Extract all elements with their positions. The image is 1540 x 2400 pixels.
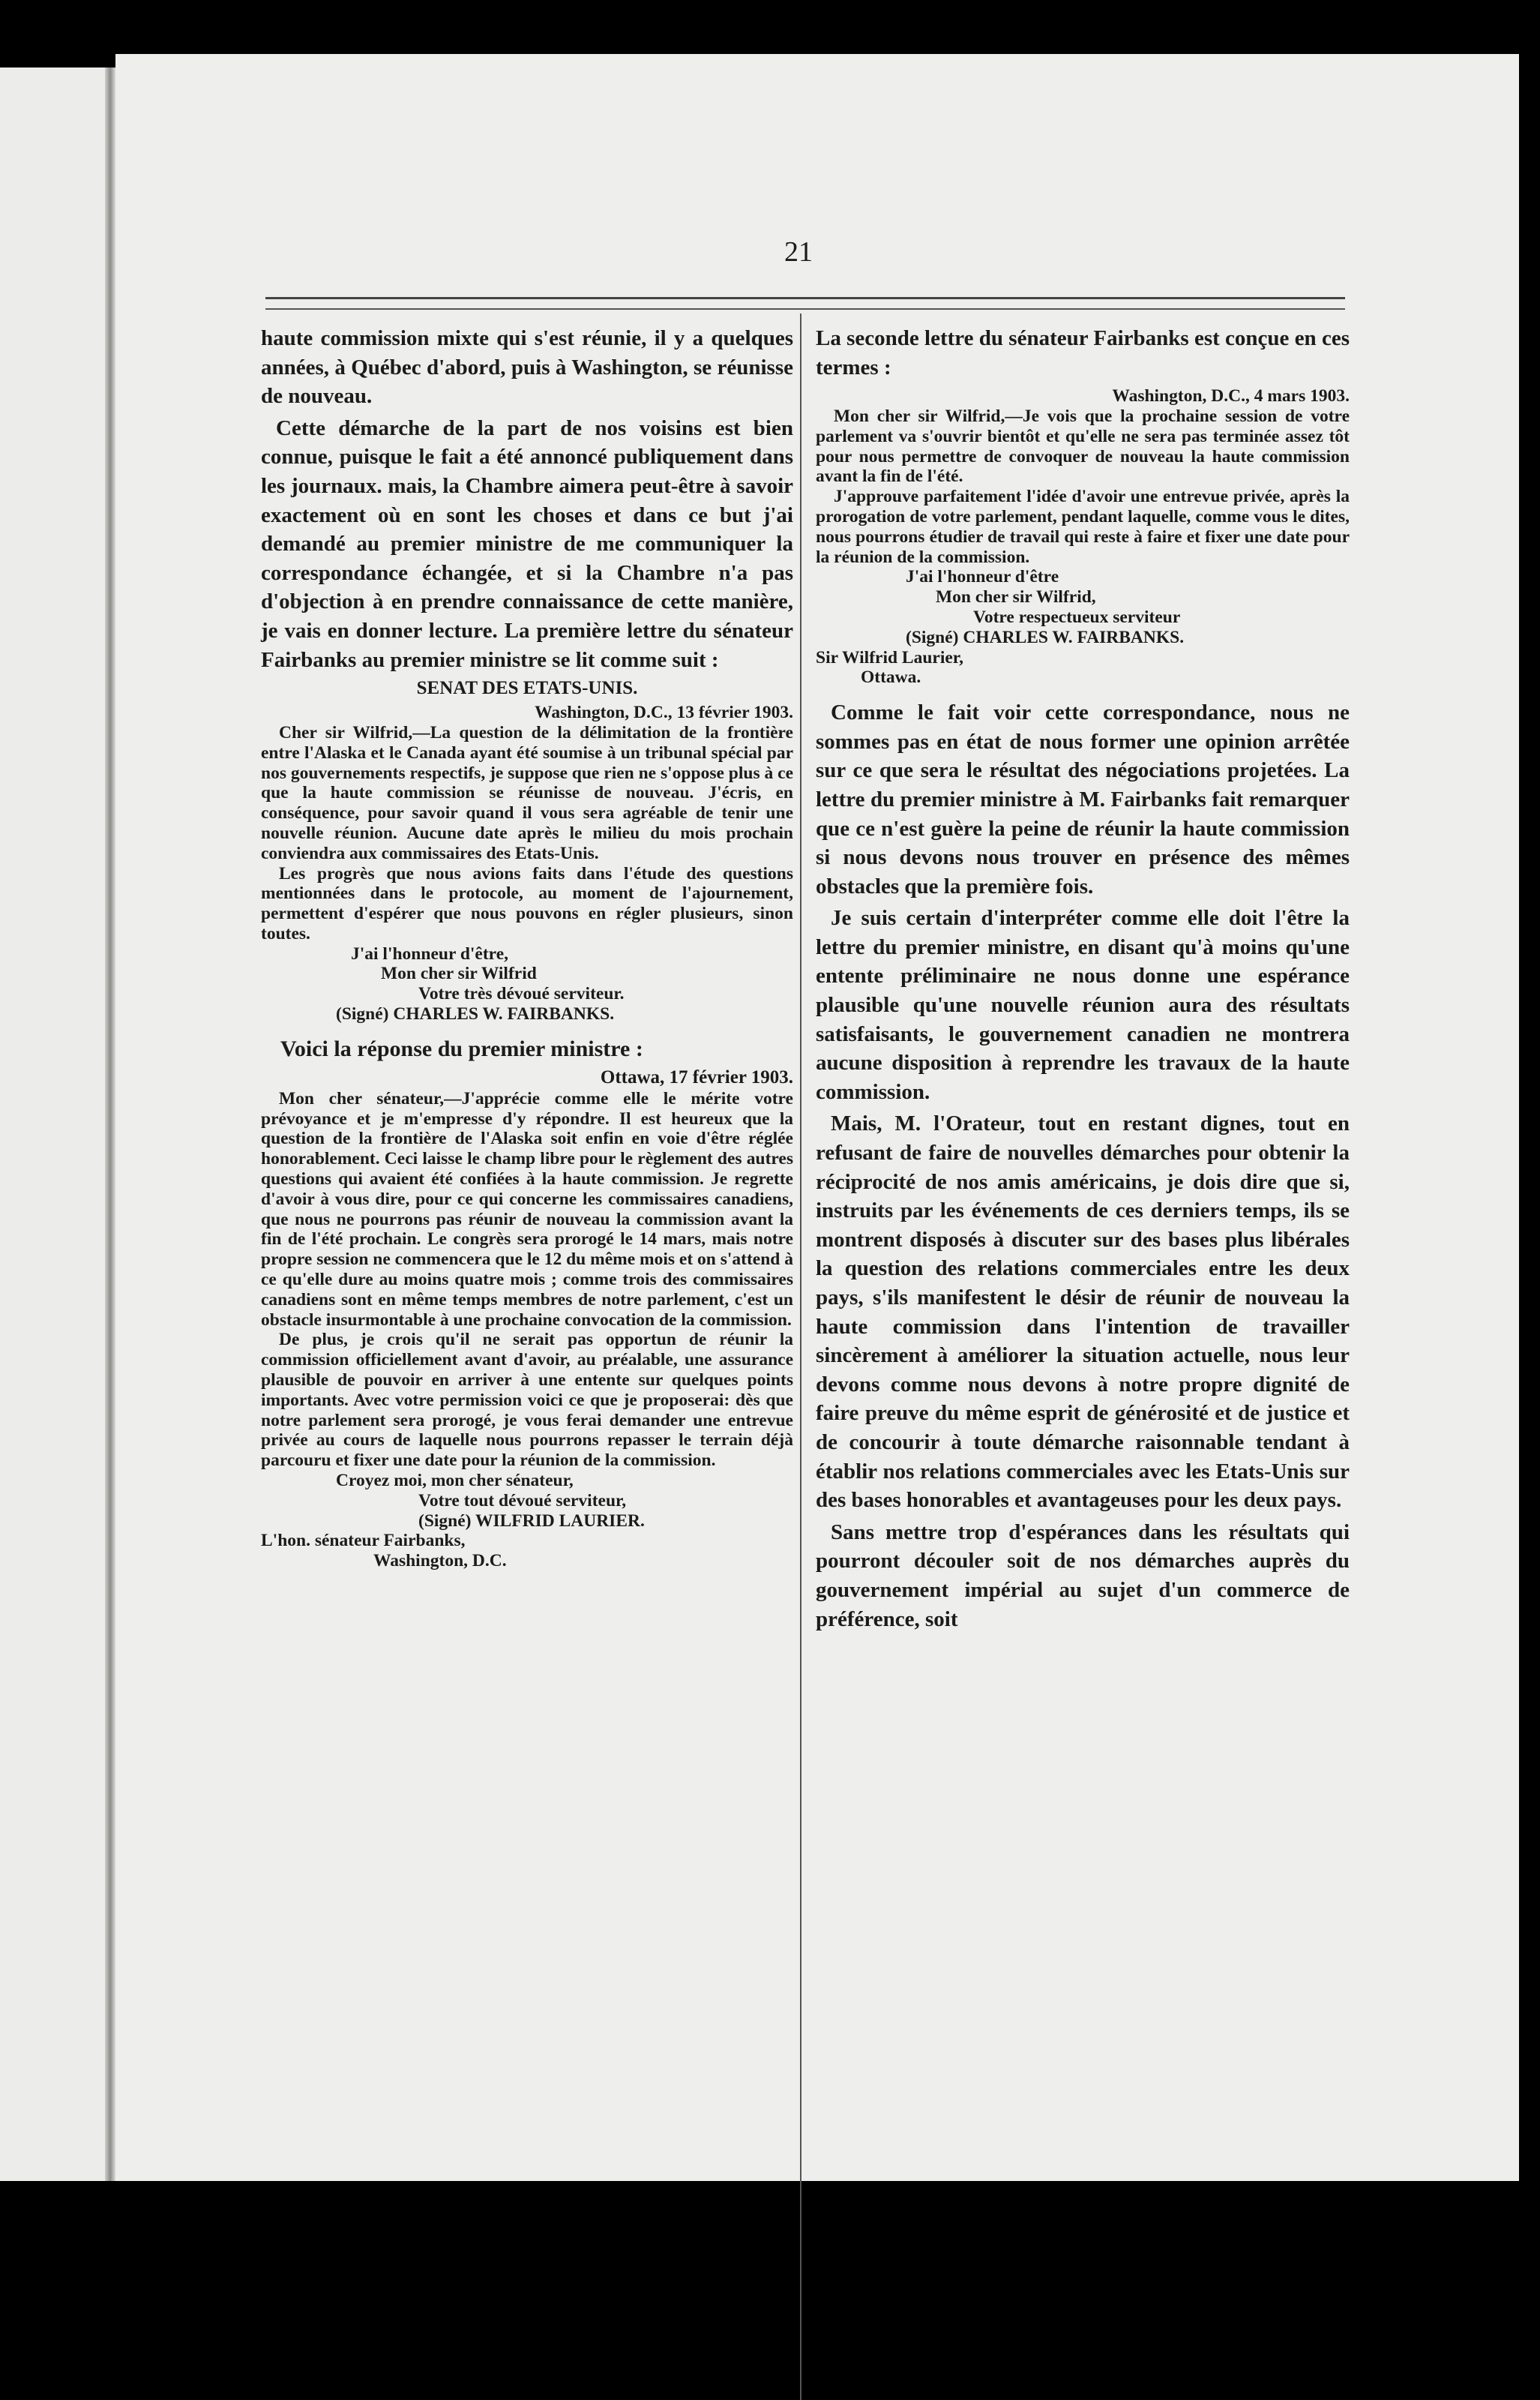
header-rule (265, 297, 1345, 310)
letter-paragraph: J'approuve parfaitement l'idée d'avoir une entrevue privée, après la prorogation de votre parlement, pendant laquelle, comme vous le dites, nous pourrons étudier de travail qui reste à faire et fixer une date pour la réunion de la commission. (816, 487, 1350, 567)
letter-paragraph: De plus, je crois qu'il ne serait pas opportun de réunir la commission officiellement avant d'avoir, au préalable, une assurance plausible de pouvoir en arriver à une entente sur quelques points importants. Avec votre permission voici ce que je proposerai: dès que notre parlement sera prorogé, je vous ferai demander une entrevue privée au cours de laquelle nous pourrons repasser le terrain déjà parcouru et fixer une date pour la réunion de la commission. (261, 1330, 793, 1471)
letter-address: Ottawa. (861, 668, 921, 688)
letter-paragraph: Cher sir Wilfrid,—La question de la délimitation de la frontière entre l'Alaska et le Canada ayant été soumise à un tribunal spécial par nos gouvernements respectifs, je suppose que rien ne s'oppose plus à ce que la haute commission se réunisse de nouveau. J'écris, en conséquence, pour savoir quand il vous sera agréable de tenir une nouvelle réunion. Aucune date après le milieu du mois prochain conviendra aux commissaires des Etats-Unis. (261, 722, 793, 863)
letter-paragraph: Mon cher sénateur,—J'apprécie comme elle le mérite votre prévoyance et je m'empresse d'y répondre. Il est heureux que la question de la frontière de l'Alaska soit enfin en voie d'être réglée honorablement. Ceci laisse le champ libre pour le règlement des autres questions qui avaient été confiées à la haute commission. Je regrette d'avoir à vous dire, pour ce qui concerne les commissaires canadiens, que nous ne pourrons pas réunir de nouveau la commission avant la fin de l'été prochain. Le congrès sera prorogé le 14 mars, mais notre propre session ne commencera que le 12 du même mois et on s'attend à ce qu'elle dure au moins quatre mois ; comme trois des commissaires canadiens sont en même temps membres de notre parlement, c'est un obstacle insurmontable à une prochaine convocation de la commission. (261, 1088, 793, 1330)
paragraph: Sans mettre trop d'espérances dans les résultats qui pourront découler soit de nos démarches auprès du gouvernement impérial au sujet d'un commerce de préférence, soit (816, 1520, 1350, 1631)
letter-heading: SENAT DES ETATS-UNIS. (416, 678, 638, 699)
paragraph: Je suis certain d'interpréter comme elle doit l'être la lettre du premier ministre, en disant qu'à moins qu'une entente préliminaire ne nous donne une espérance plausible qu'une nouvelle réunion aura des résultats satisfaisants, le gouvernement canadien ne montrera aucune disposition à reprendre les travaux de la haute commission. (816, 906, 1350, 1104)
letter-paragraph: Mon cher sir Wilfrid,—Je vois que la prochaine session de votre parlement va s'ouvrir bientôt et qu'elle ne sera pas terminée assez tôt pour nous permettre de convoquer de nouveau la haute commission avant la fin de l'été. (816, 406, 1350, 487)
letter-date: Washington, D.C., 4 mars 1903. (1112, 386, 1350, 406)
letter-closing: Votre tout dévoué serviteur, (418, 1490, 627, 1510)
letter-date: Washington, D.C., 13 février 1903. (535, 703, 793, 723)
letter-date: Ottawa, 17 février 1903. (600, 1066, 793, 1088)
column-divider (800, 314, 801, 2400)
letter-closing: Mon cher sir Wilfrid, (936, 587, 1096, 608)
page-number: 21 (784, 236, 813, 268)
letter-address: Washington, D.C. (373, 1551, 507, 1571)
letter-signature: (Signé) CHARLES W. FAIRBANKS. (906, 627, 1185, 647)
letter-address: L'hon. sénateur Fairbanks, (261, 1531, 466, 1551)
reply-intro: Voici la réponse du premier ministre : (280, 1036, 643, 1061)
paragraph: haute commission mixte qui s'est réunie, il y a quelques années, à Québec d'abord, puis à Washington, se réunisse de nouveau. (261, 326, 793, 409)
left-column (261, 324, 793, 1571)
letter-closing: Croyez moi, mon cher sénateur, (336, 1471, 574, 1491)
paragraph: Mais, M. l'Orateur, tout en restant dignes, tout en refusant de faire de nouvelles démarches pour obtenir la réciprocité de nos amis américains, je dois dire que si, instruits par les événements de ces derniers temps, ils se montrent disposés à discuter sur des bases plus libérales la question des relations commerciales entre les deux pays, s'ils manifestent le désir de réunir de nouveau la haute commission dans l'intention de travailler sincèrement à améliorer la situation actuelle, nous leur devons comme nous devons à notre propre dignité de faire preuve du même esprit de générosité et de justice et de concourir à toute démarche raisonnable tendant à établir nos relations commerciales avec les Etats-Unis sur des bases honorables et avantageuses pour les deux pays. (816, 1112, 1350, 1513)
letter-signature: (Signé) WILFRID LAURIER. (418, 1510, 645, 1531)
right-column (816, 324, 1350, 1636)
letter-closing: Votre très dévoué serviteur. (418, 984, 625, 1004)
letter-signature: (Signé) CHARLES W. FAIRBANKS. (336, 1004, 615, 1024)
paragraph: Cette démarche de la part de nos voisins est bien connue, puisque le fait a été annoncé publiquement dans les journaux. mais, la Chambre aimera peut-être à savoir exactement où en sont les choses et dans ce but j'ai demandé au premier ministre de me communiquer la correspondance échangée, et si la Chambre n'a pas d'objection à en prendre connaissance de cette manière, je vais en donner lecture. La première lettre du sénateur Fairbanks au premier ministre se lit comme suit : (261, 416, 793, 672)
letter-closing: Votre respectueux serviteur (973, 607, 1181, 627)
letter-paragraph: Les progrès que nous avions faits dans l'étude des questions mentionnées dans le protocole, au moment de l'ajournement, permettent d'espérer que nous pouvons en régler plusieurs, sinon toutes. (261, 863, 793, 944)
letter-closing: J'ai l'honneur d'être (906, 567, 1059, 587)
letter-closing: Mon cher sir Wilfrid (381, 964, 537, 984)
letter-closing: J'ai l'honneur d'être, (351, 944, 508, 964)
previous-page-edge (0, 68, 111, 2181)
letter-address: Sir Wilfrid Laurier, (816, 647, 963, 668)
book-gutter (105, 68, 115, 2181)
paragraph: La seconde lettre du sénateur Fairbanks est conçue en ces termes : (816, 326, 1350, 380)
paragraph: Comme le fait voir cette correspondance, nous ne sommes pas en état de nous former une opinion arrêtée sur ce que sera le résultat des négociations projetées. La lettre du premier ministre à M. Fairbanks fait remarquer que ce n'est guère la peine de réunir la haute commission si nous devons nous trouver en présence des mêmes obstacles que la première fois. (816, 700, 1350, 898)
